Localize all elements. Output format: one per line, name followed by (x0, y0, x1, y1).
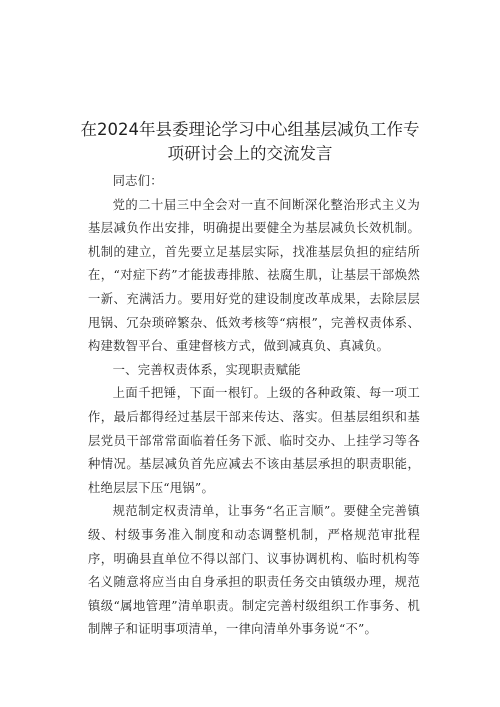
document-body (88, 170, 420, 642)
document-title (60, 118, 440, 166)
title-line-2: 项研讨会上的交流发言 (167, 144, 333, 163)
section-1-paragraph-2: 规范制定权责清单，让事务“名正言顺”。要健全完善镇级、村级事务准入制度和动态调整机制，严格规范审批程序，明确县直单位不得以部门、议事协调机构、临时机构等名义随意将应当由自身承担的职责任务交由镇级办理，规范镇级“属地管理”清单职责。制定完善村级组织工作事务、机制牌子和证明事项清单，一律向清单外事务说“不”。 (88, 504, 420, 637)
salutation: 同志们： (112, 174, 163, 188)
intro-paragraph: 党的二十届三中全会对一直不间断深化整治形式主义为基层减负作出安排，明确提出要健全为基层减负长效机制。机制的建立，首先要立足基层实际，找准基层负担的症结所在，“对症下药”才能拔毒排脓、祛腐生肌，让基层干部焕然一新、充满活力。要用好党的建设制度改革成果，去除层层甩锅、冗杂琐碎繁杂、低效考核等“病根”，完善权责体系、构建数智平台、重建督核方式，做到减真负、真减负。 (88, 197, 420, 354)
section-1-heading: 一、完善权责体系，实现职责赋能 (112, 362, 301, 377)
section-1-paragraph-1: 上面千把锤，下面一根钉。上级的各种政策、每一项工作，最后都得经过基层干部来传达、落实。但基层组织和基层党员干部常常面临着任务下派、临时交办、上挂学习等各种情况。基层减负首先应减去不该由基层承担的职责职能，杜绝层层下压“甩锅”。 (88, 386, 420, 495)
title-line-1: 在2024年县委理论学习中心组基层减负工作专 (80, 120, 420, 139)
